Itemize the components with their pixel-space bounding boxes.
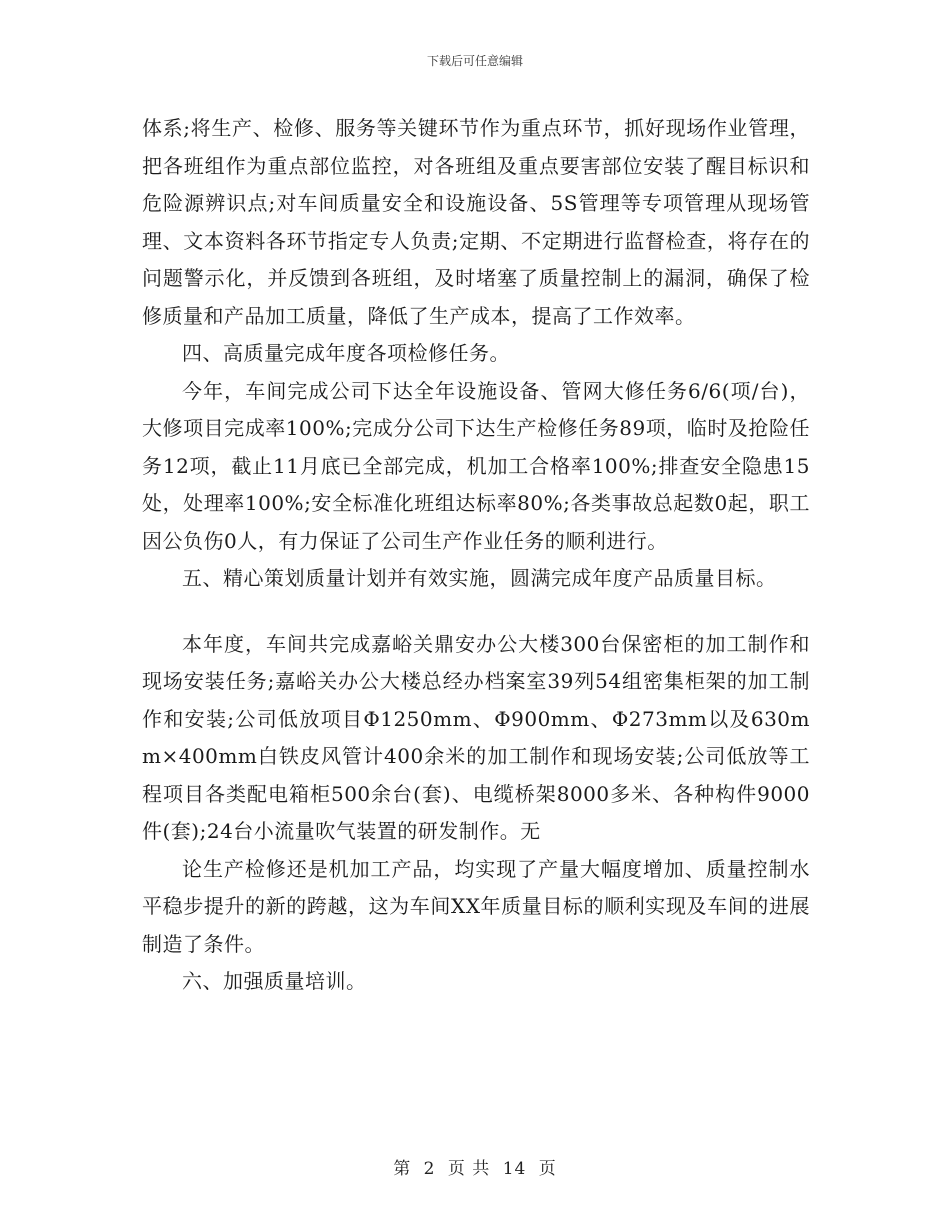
page-header: 下载后可任意编辑 [426, 54, 523, 68]
paragraph-repair-tasks: 今年，车间完成公司下达全年设施设备、管网大修任务6/6(项/台)，大修项目完成率100%;完成分公司下达生产检修任务89项，临时及抢险任务12项，截止11月底已全部完成，机加工合格率100%;排查安全隐患15处，处理率100%;安全标准化班组达标率80%;各类事故总起数0起，职工因公负伤0人，有力保证了公司生产作业任务的顺利进行。 [142, 378, 810, 553]
footer-total-pages: 14 [502, 1159, 527, 1179]
page-footer [0, 1154, 950, 1179]
footer-middle: 页 共 [447, 1159, 491, 1179]
footer-prefix: 第 [393, 1159, 412, 1179]
footer-suffix: 页 [538, 1159, 557, 1179]
document-body [142, 110, 810, 1001]
paragraph-achievement: 论生产检修还是机加工产品，均实现了产量大幅度增加、质量控制水平稳步提升的新的跨越，这为车间XX年质量目标的顺利实现及车间的进展制造了条件。 [142, 856, 810, 956]
section-heading-4: 四、高质量完成年度各项检修任务。 [182, 341, 510, 365]
section-heading-6: 六、加强质量培训。 [182, 969, 367, 993]
paragraph-continuation: 体系;将生产、检修、服务等关键环节作为重点环节，抓好现场作业管理，把各班组作为重点部位监控，对各班组及重点要害部位安装了醒目标识和危险源辨识点;对车间质量安全和设施设备、5S管理等专项管理从现场管理、文本资料各环节指定专人负责;定期、不定期进行监督检查，将存在的问题警示化，并反馈到各班组，及时堵塞了质量控制上的漏洞，确保了检修质量和产品加工质量，降低了生产成本，提高了工作效率。 [142, 116, 810, 328]
footer-page-number: 2 [423, 1159, 436, 1179]
section-heading-5: 五、精心策划质量计划并有效实施，圆满完成年度产品质量目标。 [182, 566, 777, 590]
paragraph-annual-production: 本年度，车间共完成嘉峪关鼎安办公大楼300台保密柜的加工制作和现场安装任务;嘉峪关办公大楼总经办档案室39列54组密集柜架的加工制作和安装;公司低放项目Φ1250mm、Φ900mm、Φ273mm以及630mm×400mm白铁皮风管计400余米的加工制作和现场安装;公司低放等工程项目各类配电箱柜500余台(套)、电缆桥架8000多米、各种构件9000件(套);24台小流量吹气装置的研发制作。无 [142, 631, 810, 843]
